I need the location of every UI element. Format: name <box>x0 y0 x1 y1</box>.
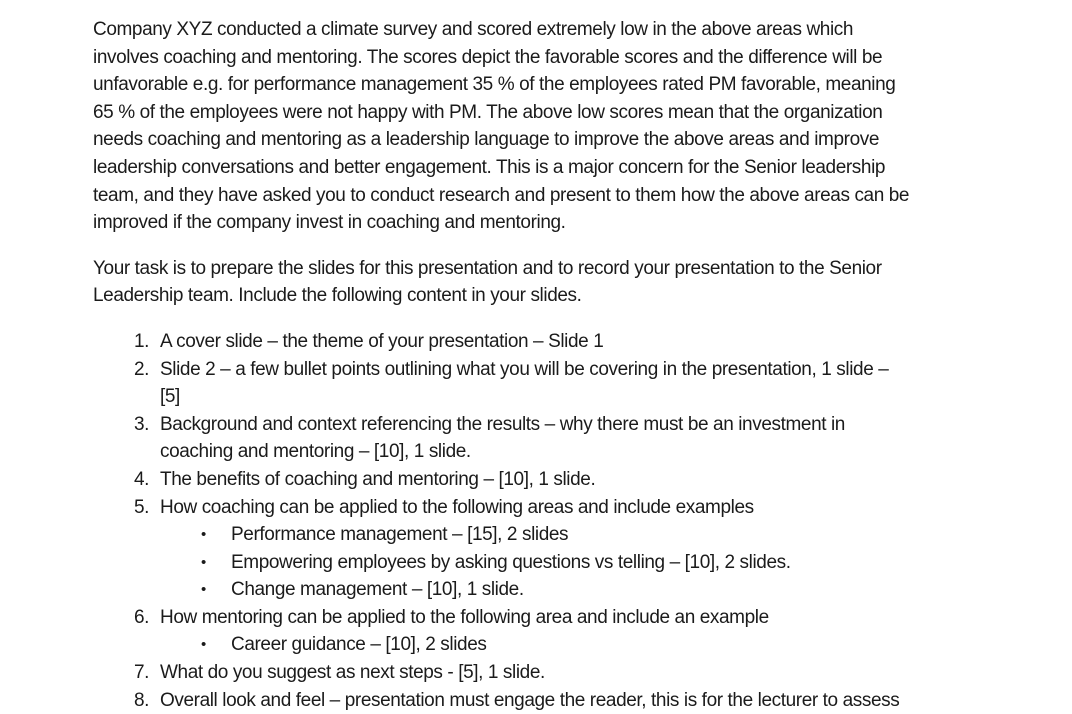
text-line: Company XYZ conducted a climate survey and scored extremely low in the above areas which <box>93 19 854 40</box>
list-item-text <box>160 356 888 411</box>
text-line: 65 % of the employees were not happy with PM. The above low scores mean that the organization <box>93 101 883 123</box>
list-item <box>93 494 1042 522</box>
bullet-text: Empowering employees by asking questions vs telling – [10], 2 slides. <box>231 551 791 573</box>
list-item-number: 8. <box>134 689 150 711</box>
text-line: coaching and mentoring – [10], 1 slide. <box>160 441 471 463</box>
list-item <box>93 604 1042 632</box>
text-line: needs coaching and mentoring as a leadership language to improve the above areas and improve <box>93 129 880 151</box>
text-line: Slide 2 – a few bullet points outlining what you will be covering in the presentation, 1 slide – <box>160 358 889 380</box>
list-item-text <box>160 494 754 522</box>
bullet-icon: • <box>201 636 206 654</box>
list-item-text <box>160 659 545 687</box>
text-line: team, and they have asked you to conduct research and present to them how the above areas can be <box>93 184 910 206</box>
text-line: involves coaching and mentoring. The scores depict the favorable scores and the difference will be <box>93 46 883 68</box>
list-item-number: 5. <box>134 496 150 518</box>
text-line: Your task is to prepare the slides for this presentation and to record your presentation to the Senior <box>93 257 882 279</box>
text-line: Background and context referencing the results – why there must be an investment in <box>160 413 845 435</box>
text-line: How mentoring can be applied to the following area and include an example <box>160 606 769 628</box>
text-line: [5] <box>160 386 180 408</box>
text-line: The benefits of coaching and mentoring – [10], 1 slide. <box>160 468 596 490</box>
list-item <box>93 356 1042 411</box>
list-item <box>93 328 1042 356</box>
list-item-number: 3. <box>134 413 150 435</box>
text-line: Leadership team. Include the following content in your slides. <box>93 285 582 307</box>
text-line: improved if the company invest in coaching and mentoring. <box>93 212 566 234</box>
list-item <box>93 466 1042 494</box>
list-item-number: 6. <box>134 606 150 628</box>
text-line: leadership conversations and better engagement. This is a major concern for the Senior leadership <box>93 156 886 178</box>
list-item-text <box>160 466 595 494</box>
list-item-number: 4. <box>134 468 150 490</box>
bullet-icon: • <box>201 526 206 544</box>
bullet-text: Change management – [10], 1 slide. <box>231 579 524 601</box>
requirements-list <box>93 328 1042 714</box>
text-line: Overall look and feel – presentation must engage the reader, this is for the lecturer to assess <box>160 689 900 711</box>
paragraph-intro <box>93 16 1042 237</box>
bullet-item <box>93 521 1042 549</box>
list-item-text <box>160 604 769 632</box>
list-item-text <box>160 328 603 356</box>
list-item <box>93 411 1042 466</box>
bullet-item <box>93 549 1042 577</box>
text-line: What do you suggest as next steps - [5], 1 slide. <box>160 662 545 684</box>
text-line: A cover slide – the theme of your presentation – Slide 1 <box>160 330 604 352</box>
list-item-number: 7. <box>134 662 150 684</box>
bullet-item <box>93 631 1042 659</box>
list-item-number: 2. <box>134 358 150 380</box>
bullet-item <box>93 576 1042 604</box>
list-item-number: 1. <box>134 330 150 352</box>
bullet-text: Performance management – [15], 2 slides <box>231 524 569 546</box>
text-line: How coaching can be applied to the following areas and include examples <box>160 496 754 518</box>
bullet-icon: • <box>201 553 206 571</box>
paragraph-task <box>93 255 1042 310</box>
text-line: unfavorable e.g. for performance management 35 % of the employees rated PM favorable, meaning <box>93 74 896 96</box>
list-item <box>93 659 1042 687</box>
list-item-text <box>160 411 845 466</box>
bullet-text: Career guidance – [10], 2 slides <box>231 634 487 656</box>
bullet-icon: • <box>201 581 206 599</box>
